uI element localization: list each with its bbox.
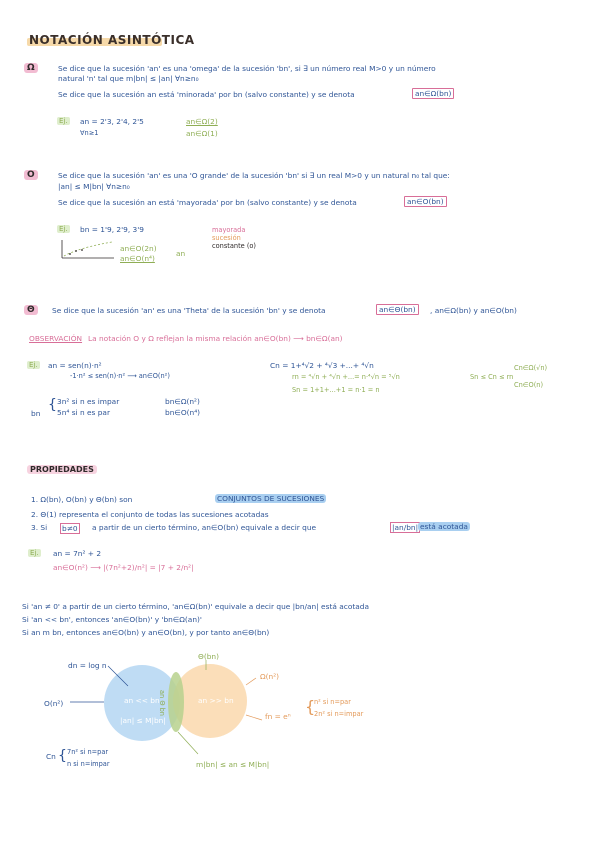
venn-intersection-theta xyxy=(168,672,184,732)
omega-example-result2: an∈Ω(1) xyxy=(186,129,218,138)
bigo-legend-item: sucesión xyxy=(212,234,241,242)
bigo-example-result1: an∈O(2n) xyxy=(120,244,157,253)
property-3-start: 3. Si xyxy=(31,523,48,532)
theta-def: Se dice que la sucesión 'an' es una 'Theta' de la sucesión 'bn' y se denota xyxy=(52,306,326,315)
theta-example-brace: { xyxy=(48,397,57,413)
theta-cn-4: Sn ≤ Cn ≤ rn xyxy=(470,373,514,381)
theta-example-bn: bn xyxy=(31,409,41,418)
theta-cn-5: Cn∈Ω(√n) xyxy=(514,364,548,372)
property-1: 1. Ω(bn), O(bn) y Θ(bn) son xyxy=(31,495,133,504)
property-1-highlight: CONJUNTOS DE SUCESIONES xyxy=(217,494,325,503)
property-3-ratio: |an/bn| xyxy=(392,523,419,532)
venn-cn-brace: { xyxy=(58,748,67,764)
bigo-legend-item: mayorada xyxy=(212,226,246,234)
venn-theta-label: Θ(bn) xyxy=(198,652,219,661)
venn-left-text-1: an << bn xyxy=(124,696,160,705)
properties-example-1: an = 7n² + 2 xyxy=(53,549,102,558)
venn-right-text: an >> bn xyxy=(198,696,234,705)
properties-example-label: Ej. xyxy=(30,549,39,557)
venn-omega-label: Ω(n²) xyxy=(260,672,280,681)
venn-cn-case2: n si n=impar xyxy=(67,760,110,768)
theta-example-2: -1·n² ≤ sen(n)·n² ⟶ an∈O(n²) xyxy=(70,372,170,380)
theta-example-r1: bn∈Ω(n²) xyxy=(165,397,200,406)
venn-fn-label: fn = eⁿ xyxy=(265,712,291,721)
venn-piece-1: n² si n=par xyxy=(314,698,351,706)
venn-dn-label: dn = log n xyxy=(68,661,107,670)
venn-left-text-2: |an| ≤ M|bn| xyxy=(120,716,166,725)
omega-denotation: an∈Ω(bn) xyxy=(412,88,454,99)
property-3-end: está acotada xyxy=(420,522,468,531)
properties-example-2: an∈O(n²) ⟶ |(7n²+2)/n²| = |7 + 2/n²| xyxy=(53,563,194,572)
bigo-def-line1: Se dice que la sucesión 'an' es una 'O grande' de la sucesión 'bn' si ∃ un real M>0 y un natural n₀ tal que: xyxy=(58,171,450,180)
property-bullet-2: Si 'an << bn', entonces 'an∈O(bn)' y 'bn∈Ω(an)' xyxy=(22,615,202,624)
venn-bottom-label: m|bn| ≤ an ≤ M|bn| xyxy=(196,760,270,769)
theta-example-1: an = sen(n)·n² xyxy=(48,361,102,370)
bigo-def-line3: Se dice que la sucesión an está 'mayorada' por bn (salvo constante) y se denota xyxy=(58,198,357,207)
venn-o-label: O(n²) xyxy=(44,699,64,708)
property-3-condition: b≠0 xyxy=(62,524,78,533)
venn-piece-brace: { xyxy=(305,697,316,716)
property-2: 2. Θ(1) representa el conjunto de todas las sucesiones acotadas xyxy=(31,510,269,519)
theta-def-rest: , an∈Ω(bn) y an∈O(bn) xyxy=(430,306,517,315)
bigo-example-result2: an∈O(n⁴) xyxy=(120,254,155,263)
properties-heading: PROPIEDADES xyxy=(27,465,97,474)
omega-def-line1: Se dice que la sucesión 'an' es una 'omega' de la sucesión 'bn', si ∃ un número real M>0 y un número xyxy=(58,64,436,73)
omega-def-line3: Se dice que la sucesión an está 'minorada' por bn (salvo constante) y se denota xyxy=(58,90,355,99)
bigo-example-label: Ej. xyxy=(59,225,68,233)
property-bullet-3: Si an m bn, entonces an∈O(bn) y an∈O(bn), y por tanto an∈Θ(bn) xyxy=(22,628,270,637)
theta-cn-2: rn = ⁴√n + ⁴√n +...= n·⁴√n = ⁵√n xyxy=(292,373,400,381)
property-3-mid: a partir de un cierto término, an∈O(bn) equivale a decir que xyxy=(92,523,317,532)
bigo-def-line2: |an| ≤ M|bn| ∀n≥n₀ xyxy=(58,182,130,191)
theta-symbol: Θ xyxy=(24,305,38,315)
bigo-example-seq: bn = 1'9, 2'9, 3'9 xyxy=(80,225,144,234)
theta-denotation: an∈Θ(bn) xyxy=(376,304,419,315)
venn-piece-2: 2n² si n=impar xyxy=(314,710,364,718)
theta-example-label: Ej. xyxy=(29,361,38,369)
omega-def-line2: natural 'n' tal que m|bn| ≤ |an| ∀n≥n₀ xyxy=(58,74,199,83)
bigo-example-an: an xyxy=(176,249,186,258)
omega-example-seq: an = 2'3, 2'4, 2'5 xyxy=(80,117,144,126)
theta-example-case1: 3n² si n es impar xyxy=(57,397,120,406)
theta-cn-1: Cn = 1+⁴√2 + ⁴√3 +...+ ⁴√n xyxy=(270,361,374,370)
theta-observation: La notación O y Ω reflejan la misma relación an∈O(bn) ⟶ bn∈Ω(an) xyxy=(88,334,343,343)
venn-cn-label: Cn xyxy=(46,752,56,761)
bigo-denotation: an∈O(bn) xyxy=(404,196,447,207)
property-bullet-1: Si 'an ≠ 0' a partir de un cierto término, 'an∈Ω(bn)' equivale a decir que |bn/an| está acotada xyxy=(22,602,369,611)
bigo-sketch-graph xyxy=(58,238,118,262)
omega-example-result1: an∈Ω(2) xyxy=(186,117,218,126)
omega-symbol: Ω xyxy=(24,63,38,73)
theta-example-case2: 5n⁴ si n es par xyxy=(57,408,110,417)
venn-cn-case1: 7n² si n=par xyxy=(67,748,109,756)
theta-observation-label: OBSERVACIÓN xyxy=(29,334,83,343)
omega-example-label: Ej. xyxy=(59,117,68,125)
page-title: NOTACIÓN ASINTÓTICA xyxy=(29,33,195,47)
bigo-symbol: O xyxy=(24,170,38,180)
theta-cn-6: Cn∈O(n) xyxy=(514,381,544,389)
bigo-legend-item: constante (o) xyxy=(212,242,256,250)
omega-example-n: ∀n≥1 xyxy=(80,129,99,137)
theta-example-r2: bn∈O(n⁴) xyxy=(165,408,201,417)
venn-mid-text: an Θ bn xyxy=(158,690,166,716)
theta-cn-3: Sn = 1+1+...+1 = n·1 = n xyxy=(292,386,380,394)
